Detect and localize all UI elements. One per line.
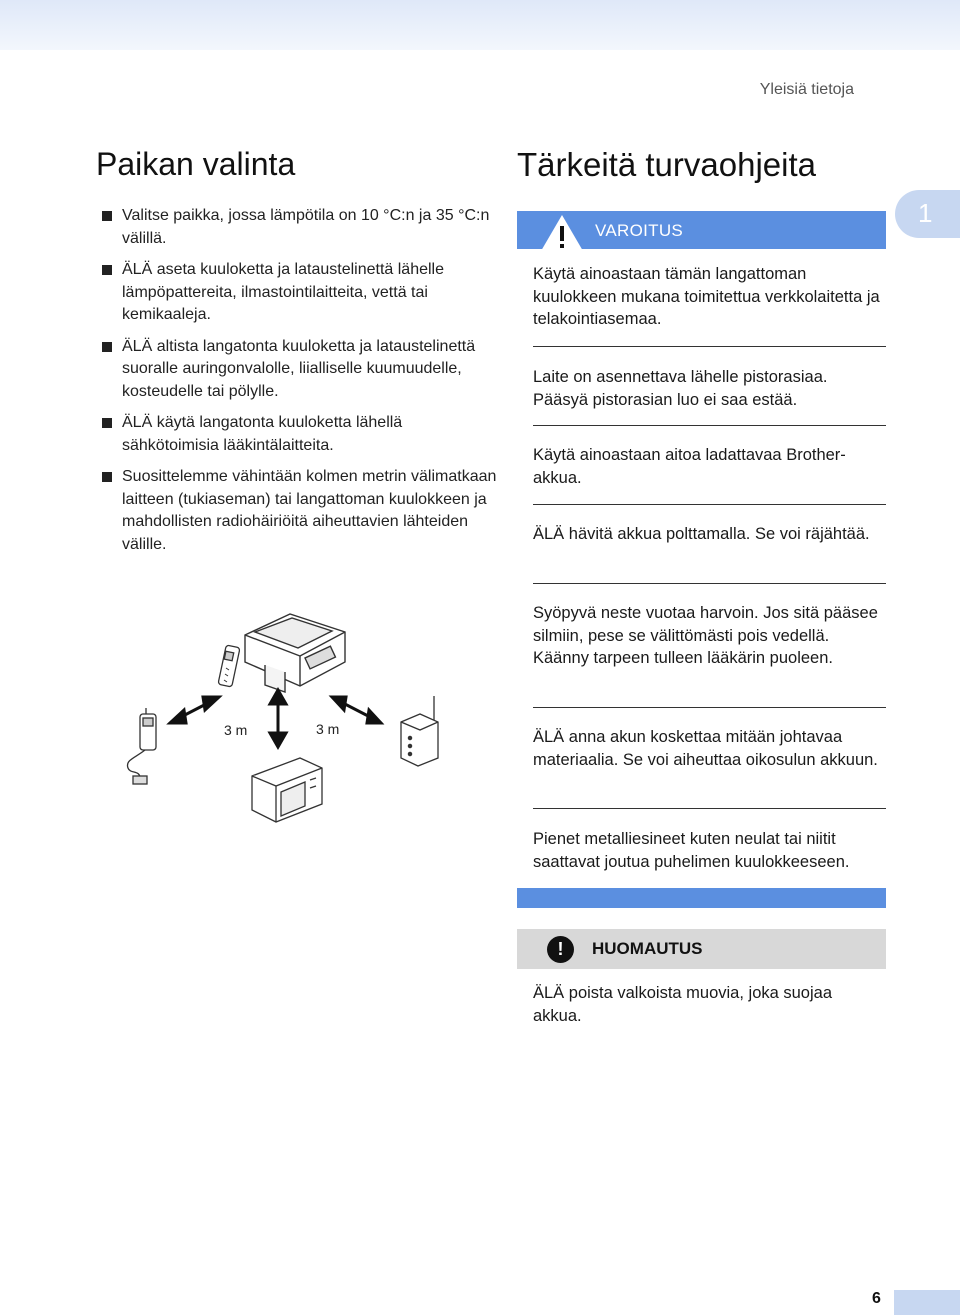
bullet-square-icon bbox=[102, 342, 112, 352]
distance-arrows bbox=[170, 690, 381, 747]
bullet-square-icon bbox=[102, 472, 112, 482]
warning-triangle-icon bbox=[539, 213, 585, 253]
divider bbox=[533, 583, 886, 584]
right-section-title: Tärkeitä turvaohjeita bbox=[517, 146, 816, 183]
list-item-text: Suosittelemme vähintään kolmen metrin välimatkaan laitteen (tukiaseman) tai langattoman kuulokkeen ja mahdollisten radiohäiriöitä aiheuttavien lähteiden välille. bbox=[122, 468, 497, 553]
list-item bbox=[100, 412, 500, 457]
warning-text: ÄLÄ hävitä akkua polttamalla. Se voi räjähtää. bbox=[533, 525, 870, 543]
divider bbox=[533, 707, 886, 708]
chapter-tab bbox=[895, 190, 960, 238]
note-text: ÄLÄ poista valkoista muovia, joka suojaa akkua. bbox=[533, 984, 832, 1025]
warning-text: Käytä ainoastaan aitoa ladattavaa Brother-akkua. bbox=[533, 446, 846, 487]
chapter-number: 1 bbox=[918, 198, 933, 228]
cordless-phone-icon bbox=[127, 708, 156, 784]
divider bbox=[533, 808, 886, 809]
page-number-tab bbox=[894, 1290, 960, 1315]
divider bbox=[533, 425, 886, 426]
printer-icon bbox=[245, 614, 345, 692]
left-section-title: Paikan valinta bbox=[96, 146, 296, 182]
divider bbox=[533, 346, 886, 347]
warning-text: Käytä ainoastaan tämän langattoman kuulokkeen mukana toimitettua verkkolaitetta ja telakointiasemaa. bbox=[533, 265, 880, 328]
placement-list bbox=[100, 205, 500, 565]
warning-text: ÄLÄ anna akun koskettaa mitään johtavaa materiaalia. Se voi aiheuttaa oikosulun akkuun. bbox=[533, 728, 878, 769]
warning-label: VAROITUS bbox=[595, 221, 684, 240]
microwave-icon bbox=[252, 758, 322, 822]
bullet-square-icon bbox=[102, 265, 112, 275]
distance-label-right: 3 m bbox=[316, 721, 340, 737]
wireless-router-icon bbox=[401, 696, 438, 766]
list-item-text: ÄLÄ aseta kuuloketta ja lataustelinettä lähelle lämpöpattereita, ilmastointilaitteita, vettä tai kemikaaleja. bbox=[122, 261, 444, 323]
list-item bbox=[100, 336, 500, 404]
section-header: Yleisiä tietoja bbox=[759, 81, 854, 98]
warning-text: Syöpyvä neste vuotaa harvoin. Jos sitä pääsee silmiin, pese se välittömästi pois vedellä. Käänny tarpeen tulleen lääkärin puoleen. bbox=[533, 604, 878, 667]
note-label: HUOMAUTUS bbox=[592, 939, 703, 958]
bullet-square-icon bbox=[102, 418, 112, 428]
warning-text: Pienet metalliesineet kuten neulat tai niitit saattavat joutua puhelimen kuulokkeeseen. bbox=[533, 830, 850, 871]
warning-footer-bar bbox=[517, 888, 886, 908]
top-band bbox=[0, 0, 960, 50]
warning-header bbox=[517, 211, 886, 249]
exclamation-icon: ! bbox=[547, 936, 574, 963]
page-number: 6 bbox=[872, 1290, 881, 1307]
warning-text: Laite on asennettava lähelle pistorasiaa. Pääsyä pistorasian luo ei saa estää. bbox=[533, 368, 828, 409]
list-item-text: ÄLÄ käytä langatonta kuuloketta lähellä sähkötoimisia lääkintälaitteita. bbox=[122, 414, 403, 454]
list-item bbox=[100, 205, 500, 250]
distance-label-left: 3 m bbox=[224, 722, 248, 738]
divider bbox=[533, 504, 886, 505]
handset-on-cradle-icon bbox=[218, 645, 240, 687]
list-item bbox=[100, 259, 500, 327]
list-item-text: ÄLÄ altista langatonta kuuloketta ja lataustelinettä suoralle auringonvalolle, liialliselle kuumuudelle, kosteudelle tai pölylle. bbox=[122, 337, 476, 400]
distance-diagram bbox=[100, 600, 520, 830]
list-item bbox=[100, 466, 500, 556]
note-header bbox=[517, 929, 886, 969]
list-item-text: Valitse paikka, jossa lämpötila on 10 °C:n ja 35 °C:n välillä. bbox=[122, 207, 490, 247]
bullet-square-icon bbox=[102, 211, 112, 221]
